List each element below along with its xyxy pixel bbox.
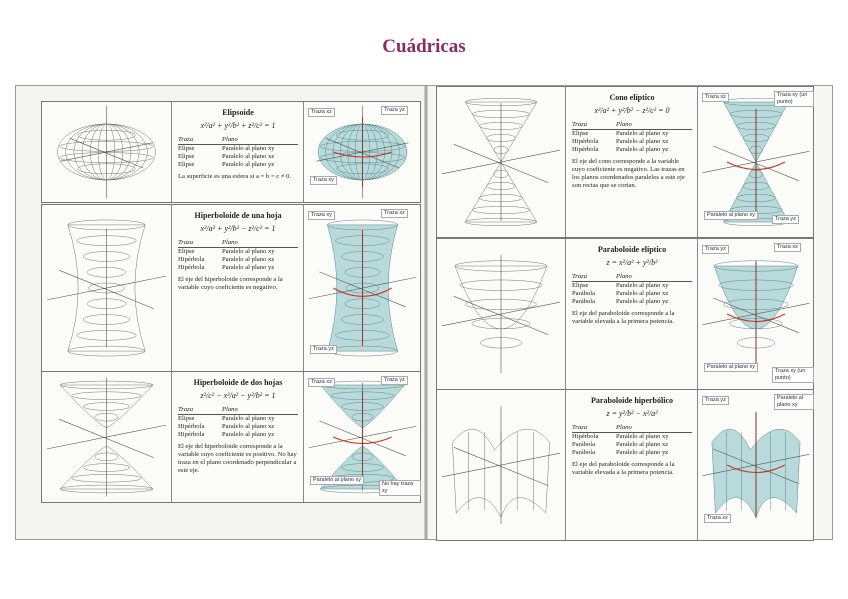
- wireframe-figure: [437, 390, 565, 540]
- wireframe-figure: [437, 87, 565, 237]
- wireframe-figure: [42, 205, 171, 371]
- trace-label: No hay traza xy: [379, 480, 421, 496]
- trace-table-row: [572, 290, 692, 298]
- shaded-figure: [303, 205, 421, 371]
- trace-table-row: [572, 433, 692, 441]
- trace-type: Parábola: [572, 290, 596, 297]
- surface-name: Paraboloide elíptico: [597, 245, 667, 254]
- trace-type: Parábola: [572, 441, 596, 448]
- trace-table-row: [572, 298, 692, 306]
- trace-table-row: [178, 415, 298, 423]
- trace-plane: Paralelo al plano xy: [616, 433, 669, 440]
- trace-plane: Paralelo al plano xy: [222, 248, 275, 255]
- trace-table-row: [178, 145, 298, 153]
- trace-label: Traza xz: [381, 209, 408, 218]
- right-page: [426, 86, 832, 539]
- trace-plane: Paralelo al plano xz: [616, 290, 669, 297]
- trace-label: Traza xz: [704, 514, 731, 523]
- header-traza: Traza: [178, 136, 194, 143]
- trace-label: Traza yz: [310, 345, 337, 354]
- quadric-row: [436, 238, 814, 390]
- shaded-figure: [303, 102, 421, 202]
- left-page: [16, 86, 426, 539]
- header-traza: Traza: [178, 239, 194, 246]
- wireframe-figure: [42, 372, 171, 502]
- surface-name: Hiperboloide de dos hojas: [193, 378, 283, 387]
- trace-label: Traza yz: [381, 106, 408, 115]
- trace-table: [178, 136, 298, 169]
- trace-label: Paralelo al plano xy: [310, 476, 364, 485]
- trace-label: Traza xz: [774, 243, 801, 252]
- description-panel: [171, 205, 304, 371]
- surface-note: El eje del cono corresponde a la variable cuyo coeficiente es negativo. Las trazas en los planos coordenados paralelos a este eje son rectas que se cortan.: [572, 158, 685, 189]
- surface-note: El eje del hiperboloide corresponde a la variable cuyo coeficiente es positivo. No hay traza en el plano coordenado perpendicular a este eje.: [178, 443, 297, 474]
- trace-label: Traza yz: [702, 245, 729, 254]
- trace-plane: Paralelo al plano xz: [616, 138, 669, 145]
- trace-label: Traza yz: [772, 215, 799, 224]
- trace-plane: Paralelo al plano xy: [616, 282, 669, 289]
- trace-table-row: [572, 441, 692, 449]
- trace-type: Hipérbola: [178, 423, 205, 430]
- trace-label: Traza xy: [310, 176, 337, 185]
- surface-equation: x²/a² + y²/b² − z²/c² = 0: [594, 106, 670, 115]
- trace-type: Hipérbola: [178, 256, 205, 263]
- trace-label: Traza xy (un punto): [774, 91, 814, 107]
- trace-table-row: [572, 282, 692, 290]
- trace-plane: Paralelo al plano xy: [222, 145, 275, 152]
- trace-label: Traza xz: [702, 93, 729, 102]
- surface-name: Hiperboloide de una hoja: [194, 211, 282, 220]
- trace-table: [572, 273, 692, 306]
- trace-type: Elipse: [572, 282, 589, 289]
- quadric-row: [436, 389, 814, 541]
- book-spine: [424, 86, 428, 539]
- trace-label: Paralelo al plano xy: [704, 211, 758, 220]
- trace-plane: Paralelo al plano yz: [222, 431, 275, 438]
- surface-name: Paraboloide hiperbólico: [591, 396, 673, 405]
- trace-table-row: [178, 161, 298, 169]
- surface-name: Elipsoide: [222, 108, 254, 117]
- trace-plane: Paralelo al plano xz: [616, 441, 669, 448]
- header-plano: Plano: [222, 406, 238, 413]
- trace-table-header: [178, 136, 298, 145]
- trace-type: Parábola: [572, 449, 596, 456]
- surface-note: El eje del paraboloide corresponde a la variable elevada a la primera potencia.: [572, 461, 675, 476]
- description-panel: [171, 102, 304, 202]
- trace-table-row: [178, 248, 298, 256]
- trace-plane: Paralelo al plano yz: [616, 298, 669, 305]
- header-plano: Plano: [616, 273, 632, 280]
- trace-table-header: [178, 406, 298, 415]
- trace-table-row: [178, 153, 298, 161]
- trace-type: Elipse: [178, 161, 195, 168]
- trace-label: Paralelo al plano xy: [704, 363, 758, 372]
- trace-table-row: [572, 138, 692, 146]
- trace-type: Hipérbola: [178, 431, 205, 438]
- trace-label: Traza xz: [308, 378, 335, 387]
- trace-plane: Paralelo al plano xy: [222, 415, 275, 422]
- trace-label: Traza yz: [702, 396, 729, 405]
- shaded-figure: [697, 390, 814, 540]
- surface-note: La superficie es una esfera si a = b = c ≠ 0.: [178, 173, 292, 180]
- header-traza: Traza: [572, 121, 588, 128]
- surface-equation: x²/a² + y²/b² + z²/c² = 1: [200, 121, 276, 130]
- trace-plane: Paralelo al plano xz: [222, 153, 275, 160]
- page-title: Cuádricas: [382, 36, 466, 57]
- trace-label: Traza yz: [381, 376, 408, 385]
- trace-type: Hipérbola: [572, 433, 599, 440]
- header-traza: Traza: [572, 273, 588, 280]
- shaded-figure: [697, 87, 814, 237]
- header-plano: Plano: [222, 239, 238, 246]
- surface-equation: z = y²/b² − x²/a²: [606, 409, 658, 418]
- wireframe-figure: [437, 239, 565, 389]
- header-traza: Traza: [178, 406, 194, 413]
- trace-plane: Paralelo al plano xz: [222, 256, 275, 263]
- trace-table: [178, 406, 298, 439]
- trace-table-row: [178, 264, 298, 272]
- trace-table-row: [178, 256, 298, 264]
- trace-table-row: [572, 146, 692, 154]
- header-plano: Plano: [222, 136, 238, 143]
- trace-type: Elipse: [572, 130, 589, 137]
- description-panel: [565, 87, 698, 237]
- surface-equation: x²/a² + y²/b² − z²/c² = 1: [200, 224, 276, 233]
- trace-table-header: [572, 121, 692, 130]
- header-plano: Plano: [616, 424, 632, 431]
- trace-table: [572, 424, 692, 457]
- trace-label: Paralelo al plano xy: [774, 394, 814, 410]
- trace-plane: Paralelo al plano yz: [222, 264, 275, 271]
- quadric-row: [436, 86, 814, 238]
- trace-type: Hipérbola: [178, 264, 205, 271]
- trace-type: Elipse: [178, 415, 195, 422]
- header-plano: Plano: [616, 121, 632, 128]
- trace-table-header: [178, 239, 298, 248]
- trace-plane: Paralelo al plano yz: [222, 161, 275, 168]
- trace-table-header: [572, 424, 692, 433]
- shaded-figure: [303, 372, 421, 502]
- quadric-row: [41, 101, 421, 203]
- trace-type: Elipse: [178, 153, 195, 160]
- wireframe-figure: [42, 102, 171, 202]
- surface-equation: z = x²/a² + y²/b²: [606, 258, 658, 267]
- trace-label: Traza xy (un punto): [772, 367, 814, 383]
- surface-note: El eje del hiperboloide corresponde a la variable cuyo coeficiente es negativo.: [178, 276, 283, 291]
- surface-note: El eje del paraboloide corresponde a la variable elevada a la primera potencia.: [572, 310, 675, 325]
- trace-plane: Paralelo al plano yz: [616, 146, 669, 153]
- textbook-spread: [15, 85, 833, 540]
- trace-type: Hipérbola: [572, 146, 599, 153]
- trace-plane: Paralelo al plano xy: [616, 130, 669, 137]
- description-panel: [171, 372, 304, 502]
- trace-table-header: [572, 273, 692, 282]
- trace-plane: Paralelo al plano xz: [222, 423, 275, 430]
- description-panel: [565, 239, 698, 389]
- trace-type: Hipérbola: [572, 138, 599, 145]
- trace-table-row: [572, 130, 692, 138]
- trace-type: Elipse: [178, 145, 195, 152]
- trace-table: [178, 239, 298, 272]
- trace-label: Traza xz: [308, 108, 335, 117]
- trace-table-row: [178, 431, 298, 439]
- shaded-figure: [697, 239, 814, 389]
- trace-table-row: [572, 449, 692, 457]
- surface-name: Cono elíptico: [609, 93, 655, 102]
- trace-label: Traza xy: [308, 211, 335, 220]
- quadric-row: [41, 204, 421, 372]
- header-traza: Traza: [572, 424, 588, 431]
- trace-type: Parábola: [572, 298, 596, 305]
- quadric-row: [41, 371, 421, 503]
- surface-equation: z²/c² − x²/a² − y²/b² = 1: [200, 391, 276, 400]
- trace-table-row: [178, 423, 298, 431]
- trace-type: Elipse: [178, 248, 195, 255]
- trace-table: [572, 121, 692, 154]
- description-panel: [565, 390, 698, 540]
- trace-plane: Paralelo al plano yz: [616, 449, 669, 456]
